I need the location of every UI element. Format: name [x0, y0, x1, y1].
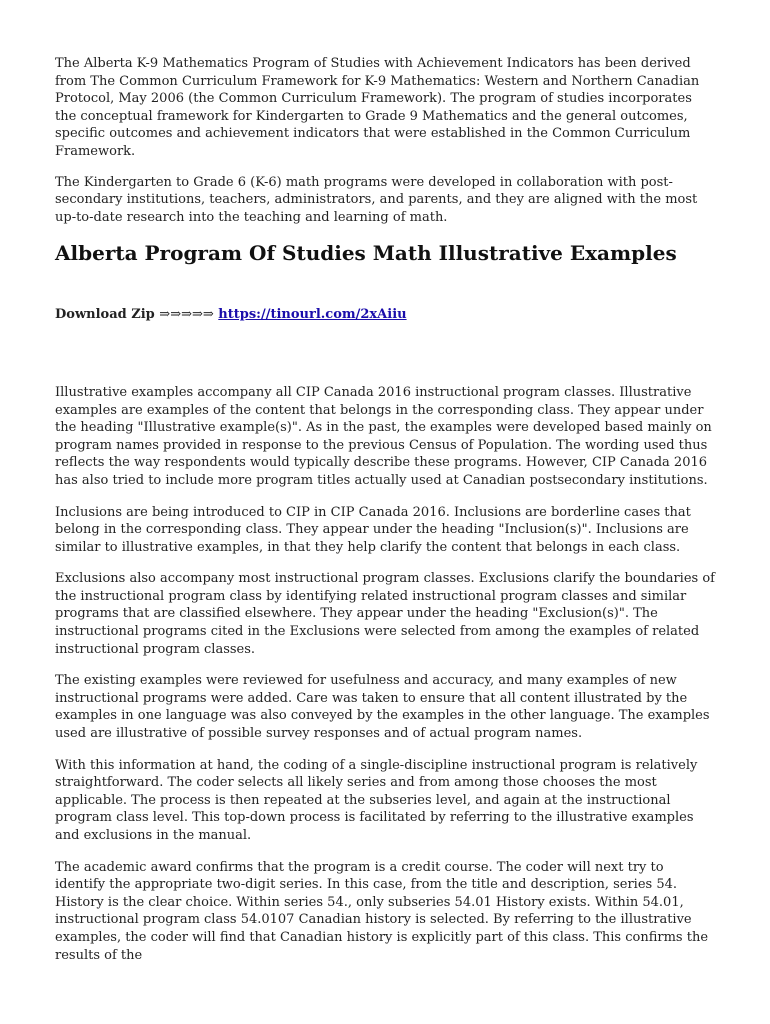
download-link[interactable]: https://tinourl.com/2xAiiu — [218, 307, 407, 323]
body-paragraph: Exclusions also accompany most instructional program classes. Exclusions clarify the boundaries of the instructional program class by identifying related instructional program classes and similar programs that are classified elsewhere. They appear under the heading "Exclusion(s)". The instructional programs cited in the Exclusions were selected from among the examples of related instructional program classes. — [55, 571, 715, 657]
arrow-icon: ⇒⇒⇒⇒⇒ — [159, 307, 214, 323]
body-paragraph: Illustrative examples accompany all CIP Canada 2016 instructional program classes. Illustrative examples are examples of the content that belongs in the corresponding class. They appear under the heading "Illustrative example(s)". As in the past, the examples were developed based mainly on program names provided in response to the previous Census of Population. The wording used thus reflects the way respondents would typically describe these programs. However, CIP Canada 2016 has also tried to include more program titles actually used at Canadian postsecondary institutions. — [55, 384, 712, 488]
body-paragraph: Inclusions are being introduced to CIP in CIP Canada 2016. Inclusions are borderline cases that belong in the corresponding class. They appear under the heading "Inclusion(s)". Inclusions are similar to illustrative examples, in that they help clarify the content that belongs in each class. — [55, 504, 691, 555]
intro-paragraph: The Alberta K-9 Mathematics Program of Studies with Achievement Indicators has been derived from The Common Curriculum Framework for K-9 Mathematics: Western and Northern Canadian Protocol, May 2006 (the Common Curriculum Framework). The program of studies incorporates the conceptual framework for Kindergarten to Grade 9 Mathematics and the general outcomes, specific outcomes and achievement indicators that were established in the Common Curriculum Framework. — [55, 56, 700, 159]
body-paragraph: With this information at hand, the coding of a single-discipline instructional program is relatively straightforward. The coder selects all likely series and from among those chooses the most applicable. The process is then repeated at the subseries level, and again at the instructional program class level. This top-down process is facilitated by referring to the illustrative examples and exclusions in the manual. — [55, 757, 698, 843]
document-page — [55, 55, 715, 978]
page-title: Alberta Program Of Studies Math Illustrative Examples — [55, 241, 677, 266]
intro-paragraph: The Kindergarten to Grade 6 (K-6) math programs were developed in collaboration with post-secondary institutions, teachers, administrators, and parents, and they are aligned with the most up-to-date research into the teaching and learning of math. — [55, 174, 698, 225]
download-label: Download Zip — [55, 307, 155, 323]
body-paragraph: The academic award confirms that the program is a credit course. The coder will next try to identify the appropriate two-digit series. In this case, from the title and description, series 54. History is the clear choice. Within series 54., only subseries 54.01 History exists. Within 54.01, instructional program class 54.0107 Canadian history is selected. By referring to the illustrative examples, the coder will find that Canadian history is explicitly part of this class. This confirms the results of the — [55, 859, 709, 963]
body-paragraph: The existing examples were reviewed for usefulness and accuracy, and many examples of new instructional programs were added. Care was taken to ensure that all content illustrated by the examples in one language was also conveyed by the examples in the other language. The examples used are illustrative of possible survey responses and of actual program names. — [55, 673, 710, 742]
download-line — [55, 306, 715, 324]
